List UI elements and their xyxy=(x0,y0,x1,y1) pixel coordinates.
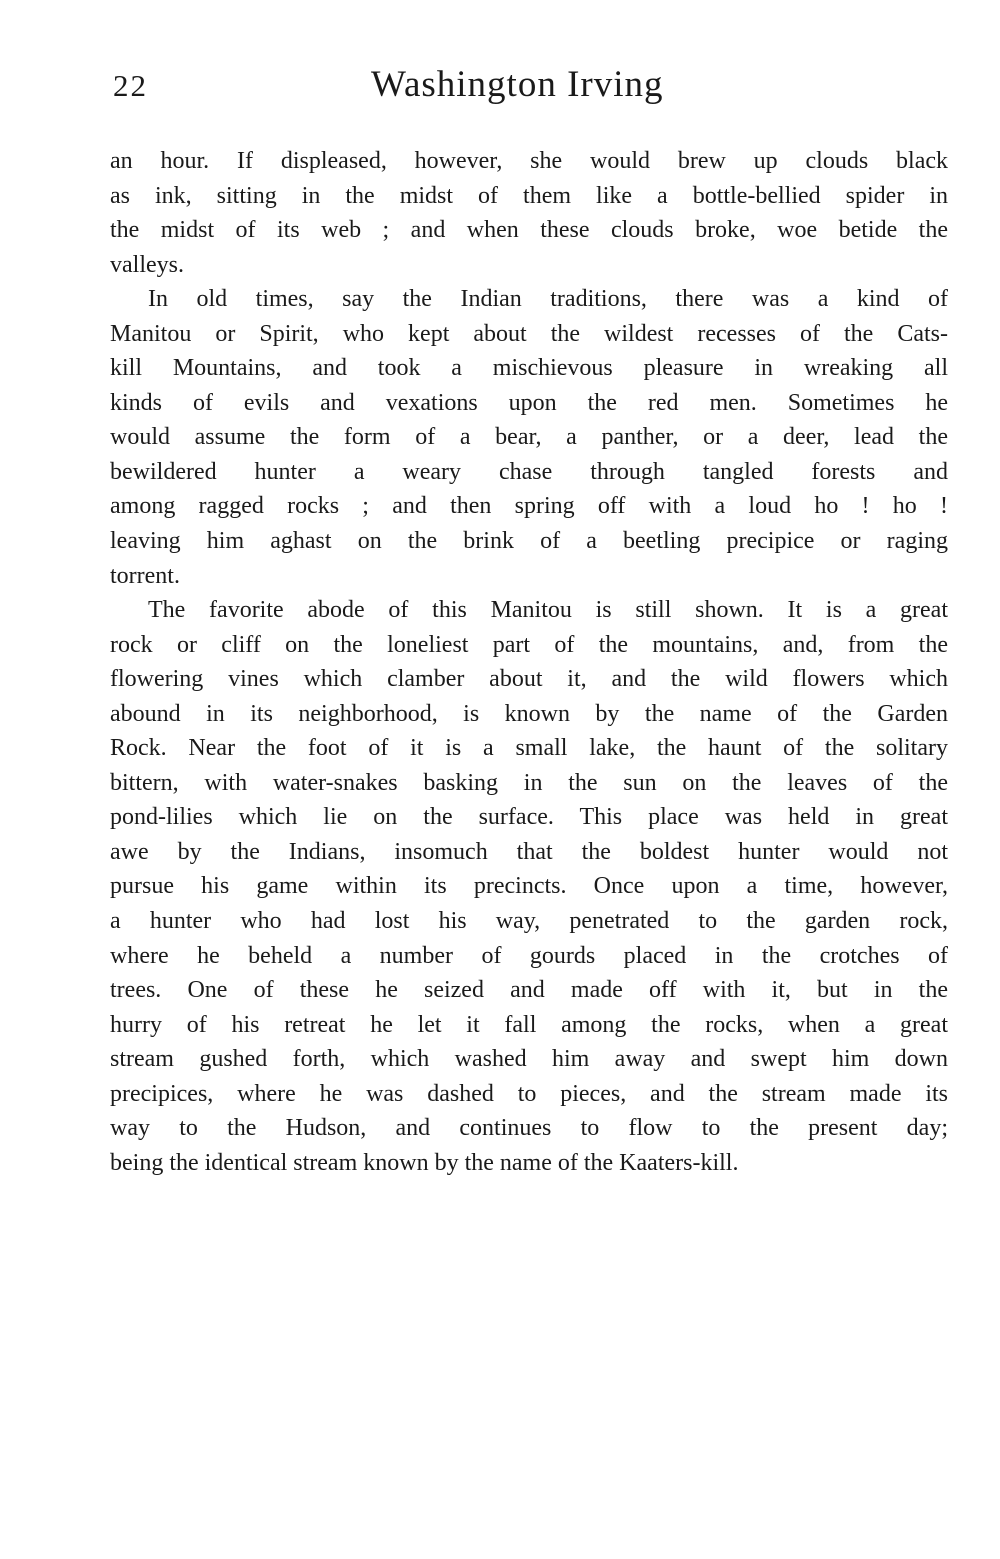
page-number: 22 xyxy=(113,68,148,103)
paragraph xyxy=(110,282,948,593)
text-line: abound in its neighborhood, is known by the name of the Garden xyxy=(110,700,948,727)
paragraph xyxy=(110,144,948,282)
text-line: kinds of evils and vexations upon the red men. Sometimes he xyxy=(110,389,948,416)
text-line: flowering vines which clamber about it, and the wild flowers which xyxy=(110,666,948,693)
text-line: The favorite abode of this Manitou is still shown. It is a great xyxy=(148,597,948,624)
text-line: being the identical stream known by the name of the Kaaters-kill. xyxy=(110,1149,739,1176)
text-line: Manitou or Spirit, who kept about the wildest recesses of the Cats- xyxy=(110,320,948,347)
text-line: the midst of its web ; and when these clouds broke, woe betide the xyxy=(110,217,948,244)
text-line: as ink, sitting in the midst of them like a bottle-bellied spider in xyxy=(110,182,948,209)
text-line: leaving him aghast on the brink of a beetling precipice or raging xyxy=(110,528,948,555)
body-text xyxy=(110,144,948,1180)
running-title: Washington Irving xyxy=(371,64,664,105)
text-line: an hour. If displeased, however, she would brew up clouds black xyxy=(110,148,948,174)
text-line: among ragged rocks ; and then spring off with a loud ho ! ho ! xyxy=(110,493,948,520)
text-line: valleys. xyxy=(110,251,184,278)
text-line: Rock. Near the foot of it is a small lake, the haunt of the solitary xyxy=(110,735,948,762)
text-line: stream gushed forth, which washed him away and swept him down xyxy=(110,1046,948,1073)
paragraph xyxy=(110,593,948,1180)
text-line: trees. One of these he seized and made off with it, but in the xyxy=(110,977,948,1004)
text-line: torrent. xyxy=(110,562,180,589)
text-line: would assume the form of a bear, a panther, or a deer, lead the xyxy=(110,424,948,451)
text-line: precipices, where he was dashed to pieces, and the stream made its xyxy=(110,1080,948,1107)
text-line: a hunter who had lost his way, penetrated to the garden rock, xyxy=(110,908,948,935)
text-line: hurry of his retreat he let it fall among the rocks, when a great xyxy=(110,1011,948,1038)
text-line: bittern, with water-snakes basking in the sun on the leaves of the xyxy=(110,769,948,796)
text-line: way to the Hudson, and continues to flow to the present day; xyxy=(110,1115,948,1142)
text-line: awe by the Indians, insomuch that the boldest hunter would not xyxy=(110,838,948,865)
text-line: rock or cliff on the loneliest part of the mountains, and, from the xyxy=(110,631,948,658)
text-line: pursue his game within its precincts. Once upon a time, however, xyxy=(110,873,948,900)
text-line: where he beheld a number of gourds placed in the crotches of xyxy=(110,942,948,969)
text-line: bewildered hunter a weary chase through tangled forests and xyxy=(110,458,948,485)
text-line: kill Mountains, and took a mischievous pleasure in wreaking all xyxy=(110,355,948,382)
text-line: In old times, say the Indian traditions, there was a kind of xyxy=(148,286,948,313)
text-line: pond-lilies which lie on the surface. This place was held in great xyxy=(110,804,948,831)
